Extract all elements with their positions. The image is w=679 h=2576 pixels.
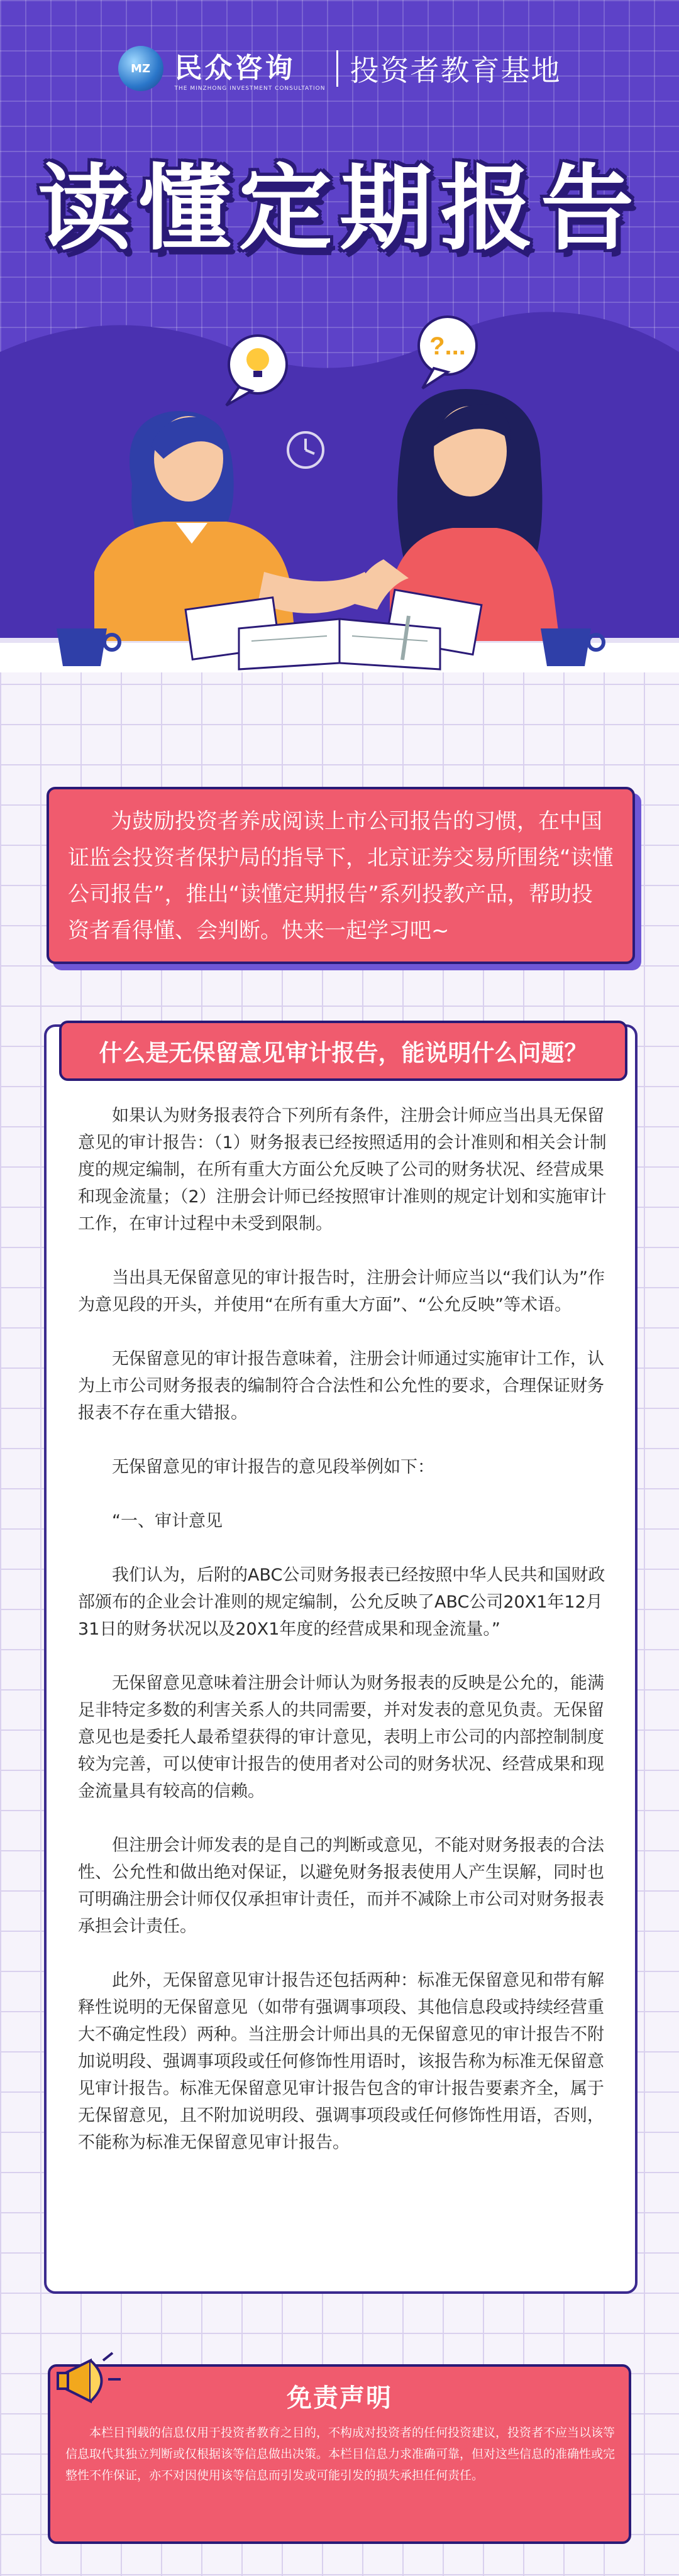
content-paragraph: 无保留意见的审计报告的意见段举例如下：: [112, 1457, 434, 1477]
brand-divider: [336, 50, 338, 87]
megaphone-icon: [53, 2342, 128, 2417]
brand-english-name: THE MINZHONG INVESTMENT CONSULTATION: [174, 85, 326, 92]
content-paragraph: 我们认为，后附的ABC公司财务报表已经按照中华人民共和国财政部颁布的企业会计准则的规定编制，公允反映了ABC公司20X1年12月31日的财务状况以及20X1年度的经营成果和现金流量。”: [78, 1565, 605, 1639]
reading-illustration: [0, 277, 679, 672]
content-paragraph: 但注册会计师发表的是自己的判断或意见，不能对财务报表的合法性、公允性和做出绝对保证，以避免财务报表使用人产生误解，同时也可明确注册会计师仅仅承担审计责任，而并不减除上市公司对财务报表承担会计责任。: [78, 1836, 604, 1936]
content-paragraph: 此外，无保留意见审计报告还包括两种：标准无保留意见和带有解释性说明的无保留意见（如带有强调事项段、其他信息段或持续经营重大不确定性段）两种。当注册会计师出具的无保留意见的审计报告不附加说明段、强调事项段或任何修饰性用语时，该报告称为标准无保留意见审计报告。标准无保留意见审计报告包含的审计报告要素齐全，属于无保留意见，且不附加说明段、强调事项段或任何修饰性用语，否则，不能称为标准无保留意见审计报告。: [78, 1971, 604, 2152]
content-card: [44, 1024, 638, 2294]
content-body: [78, 1102, 609, 2183]
disclaimer-text: 本栏目刊载的信息仅用于投资者教育之目的，不构成对投资者的任何投资建议，投资者不应当以该等信息取代其独立判断或仅根据该等信息做出决策。本栏目信息力求准确可靠，但对这些信息的准确性或完整性不作保证，亦不对因使用该等信息而引发或可能引发的损失承担任何责任。: [65, 2426, 616, 2482]
open-book-icon: [239, 619, 440, 669]
intro-box: [47, 787, 635, 964]
content-paragraph: 无保留意见意味着注册会计师认为财务报表的反映是公允的，能满足非特定多数的利害关系人的共同需要，并对发表的意见负责。无保留意见也是委托人最希望获得的审计意见，表明上市公司的内部控制制度较为完善，可以使审计报告的使用者对公司的财务状况、经营成果和现金流量具有较高的信赖。: [78, 1674, 604, 1801]
brand-name: 民众咨询: [174, 52, 295, 84]
content-paragraph: 无保留意见的审计报告意味着，注册会计师通过实施审计工作，认为上市公司财务报表的编制符合合法性和公允性的要求，合理保证财务报表不存在重大错报。: [78, 1349, 604, 1423]
brand-header: [0, 45, 679, 92]
content-paragraph: 当出具无保留意见的审计报告时，注册会计师应当以“我们认为”作为意见段的开头，并使用“在所有重大方面”、“公允反映”等术语。: [78, 1268, 605, 1315]
question-banner: 什么是无保留意见审计报告，能说明什么问题？: [59, 1021, 627, 1081]
brand-text: [175, 45, 326, 92]
brand-subtitle: 投资者教育基地: [350, 53, 561, 87]
disclaimer-title: 免责声明: [287, 2384, 392, 2413]
question-bubble-text: ?...: [429, 332, 466, 360]
intro-text: 为鼓励投资者养成阅读上市公司报告的习惯，在中国证监会投资者保护局的指导下，北京证券交易所围绕“读懂公司报告”，推出“读懂定期报告”系列投教产品，帮助投资者看得懂、会判断。快来一起学习吧~: [68, 809, 614, 943]
brand-logo-icon: MZ: [118, 46, 163, 91]
content-paragraph: “一、审计意见: [112, 1511, 223, 1531]
disclaimer-box: [48, 2364, 631, 2544]
hero-banner: [0, 0, 679, 672]
page-title: 读懂定期报告: [38, 155, 641, 263]
content-paragraph: 如果认为财务报表符合下列所有条件，注册会计师应当出具无保留意见的审计报告：（1）财务报表已经按照适用的会计准则和相关会计制度的规定编制，在所有重大方面公允反映了公司的财务状况、经营成果和现金流量；（2）注册会计师已经按照审计准则的规定计划和实施审计工作，在审计过程中未受到限制。: [78, 1106, 607, 1234]
